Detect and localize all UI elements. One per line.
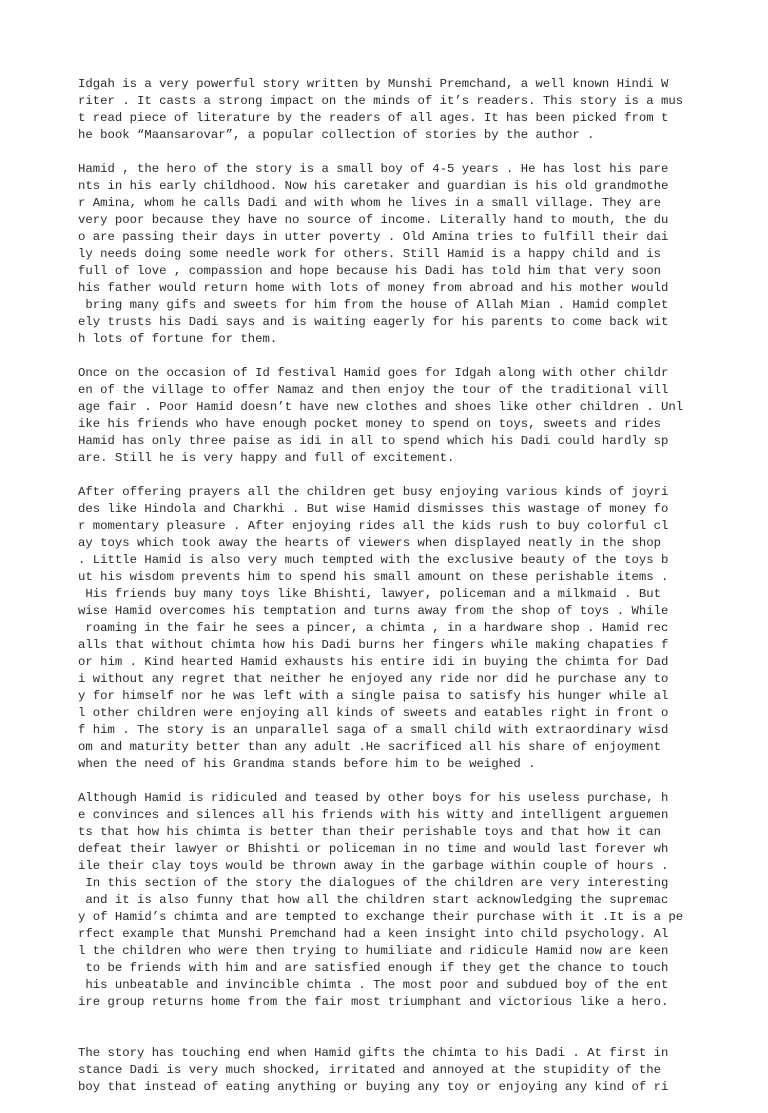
text-line: nts in his early childhood. Now his caretaker and guardian is his old grandmothe bbox=[78, 179, 669, 193]
text-line: en of the village to offer Namaz and then enjoy the tour of the traditional vill bbox=[78, 383, 669, 397]
text-line: very poor because they have no source of income. Literally hand to mouth, the du bbox=[78, 213, 669, 227]
text-line: when the need of his Grandma stands before him to be weighed . bbox=[78, 757, 536, 771]
paragraph bbox=[78, 365, 698, 467]
text-line: stance Dadi is very much shocked, irritated and annoyed at the stupidity of the bbox=[78, 1063, 661, 1077]
text-line: are. Still he is very happy and full of excitement. bbox=[78, 451, 455, 465]
text-line: his father would return home with lots of money from abroad and his mother would bbox=[78, 281, 669, 295]
text-line: . Little Hamid is also very much tempted with the exclusive beauty of the toys b bbox=[78, 553, 669, 567]
text-line: and it is also funny that how all the children start acknowledging the supremac bbox=[78, 893, 669, 907]
text-line: ly needs doing some needle work for others. Still Hamid is a happy child and is bbox=[78, 247, 661, 261]
text-line: r Amina, whom he calls Dadi and with whom he lives in a small village. They are bbox=[78, 196, 661, 210]
text-line: ire group returns home from the fair most triumphant and victorious like a hero. bbox=[78, 995, 669, 1009]
text-line: l other children were enjoying all kinds of sweets and eatables right in front o bbox=[78, 706, 669, 720]
text-line: Hamid has only three paise as idi in all to spend which his Dadi could hardly sp bbox=[78, 434, 669, 448]
text-line: r momentary pleasure . After enjoying rides all the kids rush to buy colorful cl bbox=[78, 519, 669, 533]
text-line: rfect example that Munshi Premchand had a keen insight into child psychology. Al bbox=[78, 927, 669, 941]
text-line: i without any regret that neither he enjoyed any ride nor did he purchase any to bbox=[78, 672, 669, 686]
text-line: After offering prayers all the children get busy enjoying various kinds of joyri bbox=[78, 485, 669, 499]
text-line: des like Hindola and Charkhi . But wise Hamid dismisses this wastage of money fo bbox=[78, 502, 669, 516]
text-line: His friends buy many toys like Bhishti, lawyer, policeman and a milkmaid . But bbox=[78, 587, 661, 601]
text-line: ike his friends who have enough pocket money to spend on toys, sweets and rides bbox=[78, 417, 661, 431]
paragraph bbox=[78, 484, 698, 773]
text-line: riter . It casts a strong impact on the minds of it’s readers. This story is a mus bbox=[78, 94, 684, 108]
text-line: or him . Kind hearted Hamid exhausts his entire idi in buying the chimta for Dad bbox=[78, 655, 669, 669]
text-line: wise Hamid overcomes his temptation and turns away from the shop of toys . While bbox=[78, 604, 669, 618]
paragraph bbox=[78, 161, 698, 348]
text-line: In this section of the story the dialogues of the children are very interesting bbox=[78, 876, 669, 890]
text-line: o are passing their days in utter poverty . Old Amina tries to fulfill their dai bbox=[78, 230, 669, 244]
text-line: Idgah is a very powerful story written by Munshi Premchand, a well known Hindi W bbox=[78, 77, 669, 91]
text-line: age fair . Poor Hamid doesn’t have new clothes and shoes like other children . Unl bbox=[78, 400, 684, 414]
text-line: ely trusts his Dadi says and is waiting eagerly for his parents to come back wit bbox=[78, 315, 669, 329]
text-line: om and maturity better than any adult .He sacrificed all his share of enjoyment bbox=[78, 740, 661, 754]
paragraph bbox=[78, 790, 698, 1011]
text-line: The story has touching end when Hamid gifts the chimta to his Dadi . At first in bbox=[78, 1046, 669, 1060]
text-line: Although Hamid is ridiculed and teased by other boys for his useless purchase, h bbox=[78, 791, 669, 805]
text-line: ts that how his chimta is better than their perishable toys and that how it can bbox=[78, 825, 661, 839]
text-line: t read piece of literature by the readers of all ages. It has been picked from t bbox=[78, 111, 669, 125]
text-line: roaming in the fair he sees a pincer, a chimta , in a hardware shop . Hamid rec bbox=[78, 621, 669, 635]
text-line: Hamid , the hero of the story is a small boy of 4-5 years . He has lost his pare bbox=[78, 162, 669, 176]
text-line: he book “Maansarovar”, a popular collection of stories by the author . bbox=[78, 128, 595, 142]
paragraph bbox=[78, 1045, 698, 1096]
text-line: Once on the occasion of Id festival Hamid goes for Idgah along with other childr bbox=[78, 366, 669, 380]
text-line: defeat their lawyer or Bhishti or policeman in no time and would last forever wh bbox=[78, 842, 669, 856]
document-page bbox=[78, 76, 698, 1113]
text-line: bring many gifs and sweets for him from the house of Allah Mian . Hamid complet bbox=[78, 298, 669, 312]
text-line: ile their clay toys would be thrown away in the garbage within couple of hours . bbox=[78, 859, 669, 873]
text-line: h lots of fortune for them. bbox=[78, 332, 278, 346]
text-line: his unbeatable and invincible chimta . The most poor and subdued boy of the ent bbox=[78, 978, 669, 992]
text-line: full of love , compassion and hope because his Dadi has told him that very soon bbox=[78, 264, 661, 278]
text-line: f him . The story is an unparallel saga of a small child with extraordinary wisd bbox=[78, 723, 669, 737]
paragraph bbox=[78, 76, 698, 144]
text-line: e convinces and silences all his friends with his witty and intelligent arguemen bbox=[78, 808, 669, 822]
text-line: ut his wisdom prevents him to spend his small amount on these perishable items . bbox=[78, 570, 669, 584]
text-line: y for himself nor he was left with a single paisa to satisfy his hunger while al bbox=[78, 689, 669, 703]
text-line: ay toys which took away the hearts of viewers when displayed neatly in the shop bbox=[78, 536, 661, 550]
text-line: l the children who were then trying to humiliate and ridicule Hamid now are keen bbox=[78, 944, 669, 958]
text-line: alls that without chimta how his Dadi burns her fingers while making chapaties f bbox=[78, 638, 669, 652]
text-line: y of Hamid’s chimta and are tempted to exchange their purchase with it .It is a pe bbox=[78, 910, 684, 924]
text-line: boy that instead of eating anything or buying any toy or enjoying any kind of ri bbox=[78, 1080, 669, 1094]
text-line: to be friends with him and are satisfied enough if they get the chance to touch bbox=[78, 961, 669, 975]
